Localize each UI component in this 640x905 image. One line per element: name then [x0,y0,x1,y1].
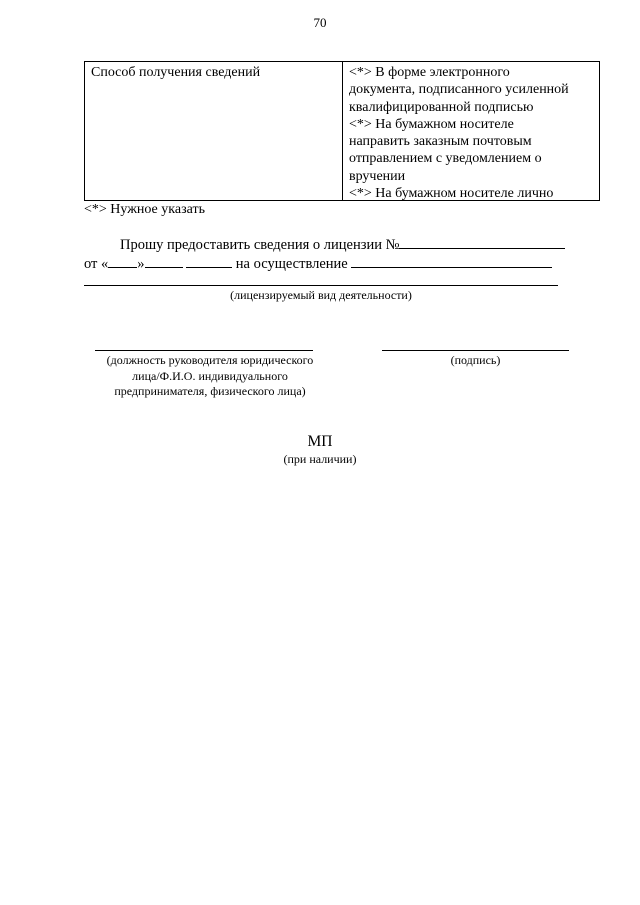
option-registered-mail [349,116,599,185]
date-mid: » [137,256,145,272]
option-line: отправлением с уведомлением о [349,151,542,167]
caption-line: лица/Ф.И.О. индивидуального [132,368,288,383]
license-request-line [120,236,565,254]
activity-text: на осуществление [235,256,348,272]
caption-line: предпринимателя, физического лица) [114,384,306,398]
date-prefix: от « [84,256,109,272]
license-number-field[interactable] [399,236,565,249]
caption-line: (должность руководителя юридического [106,353,314,367]
option-line: <*> На бумажном носителе [349,116,514,132]
delivery-options [349,64,599,202]
activity-caption: (лицензируемый вид деятельности) [230,288,412,302]
activity-field[interactable] [351,255,552,268]
date-month-field[interactable] [145,255,183,268]
option-line: квалифицированной подписью [349,99,534,115]
option-in-person [349,185,599,202]
option-line: вручении [349,168,406,184]
signature-caption: (подпись) [450,353,501,367]
option-line: <*> В форме электронного [349,65,510,80]
license-date-line [84,255,552,273]
seal-note: (при наличии) [283,452,357,466]
delivery-method-label: Способ получения сведений [91,65,261,80]
date-day-field[interactable] [108,255,137,268]
option-electronic [349,64,599,116]
seal-label: МП [307,433,333,450]
position-name-field[interactable] [95,350,313,351]
delivery-method-table [84,61,600,201]
required-note: <*> Нужное указать [84,202,205,217]
position-caption [90,353,330,400]
signature-field[interactable] [382,350,569,351]
option-line: направить заказным почтовым [349,134,532,150]
option-line: документа, подписанного усиленной [349,82,569,98]
date-year-field[interactable] [186,255,232,268]
page-number: 70 [313,15,327,30]
table-column-divider [342,62,343,200]
request-text: Прошу предоставить сведения о лицензии № [120,237,400,253]
option-line: <*> На бумажном носителе лично [349,186,554,202]
activity-field-continuation[interactable] [84,285,558,286]
